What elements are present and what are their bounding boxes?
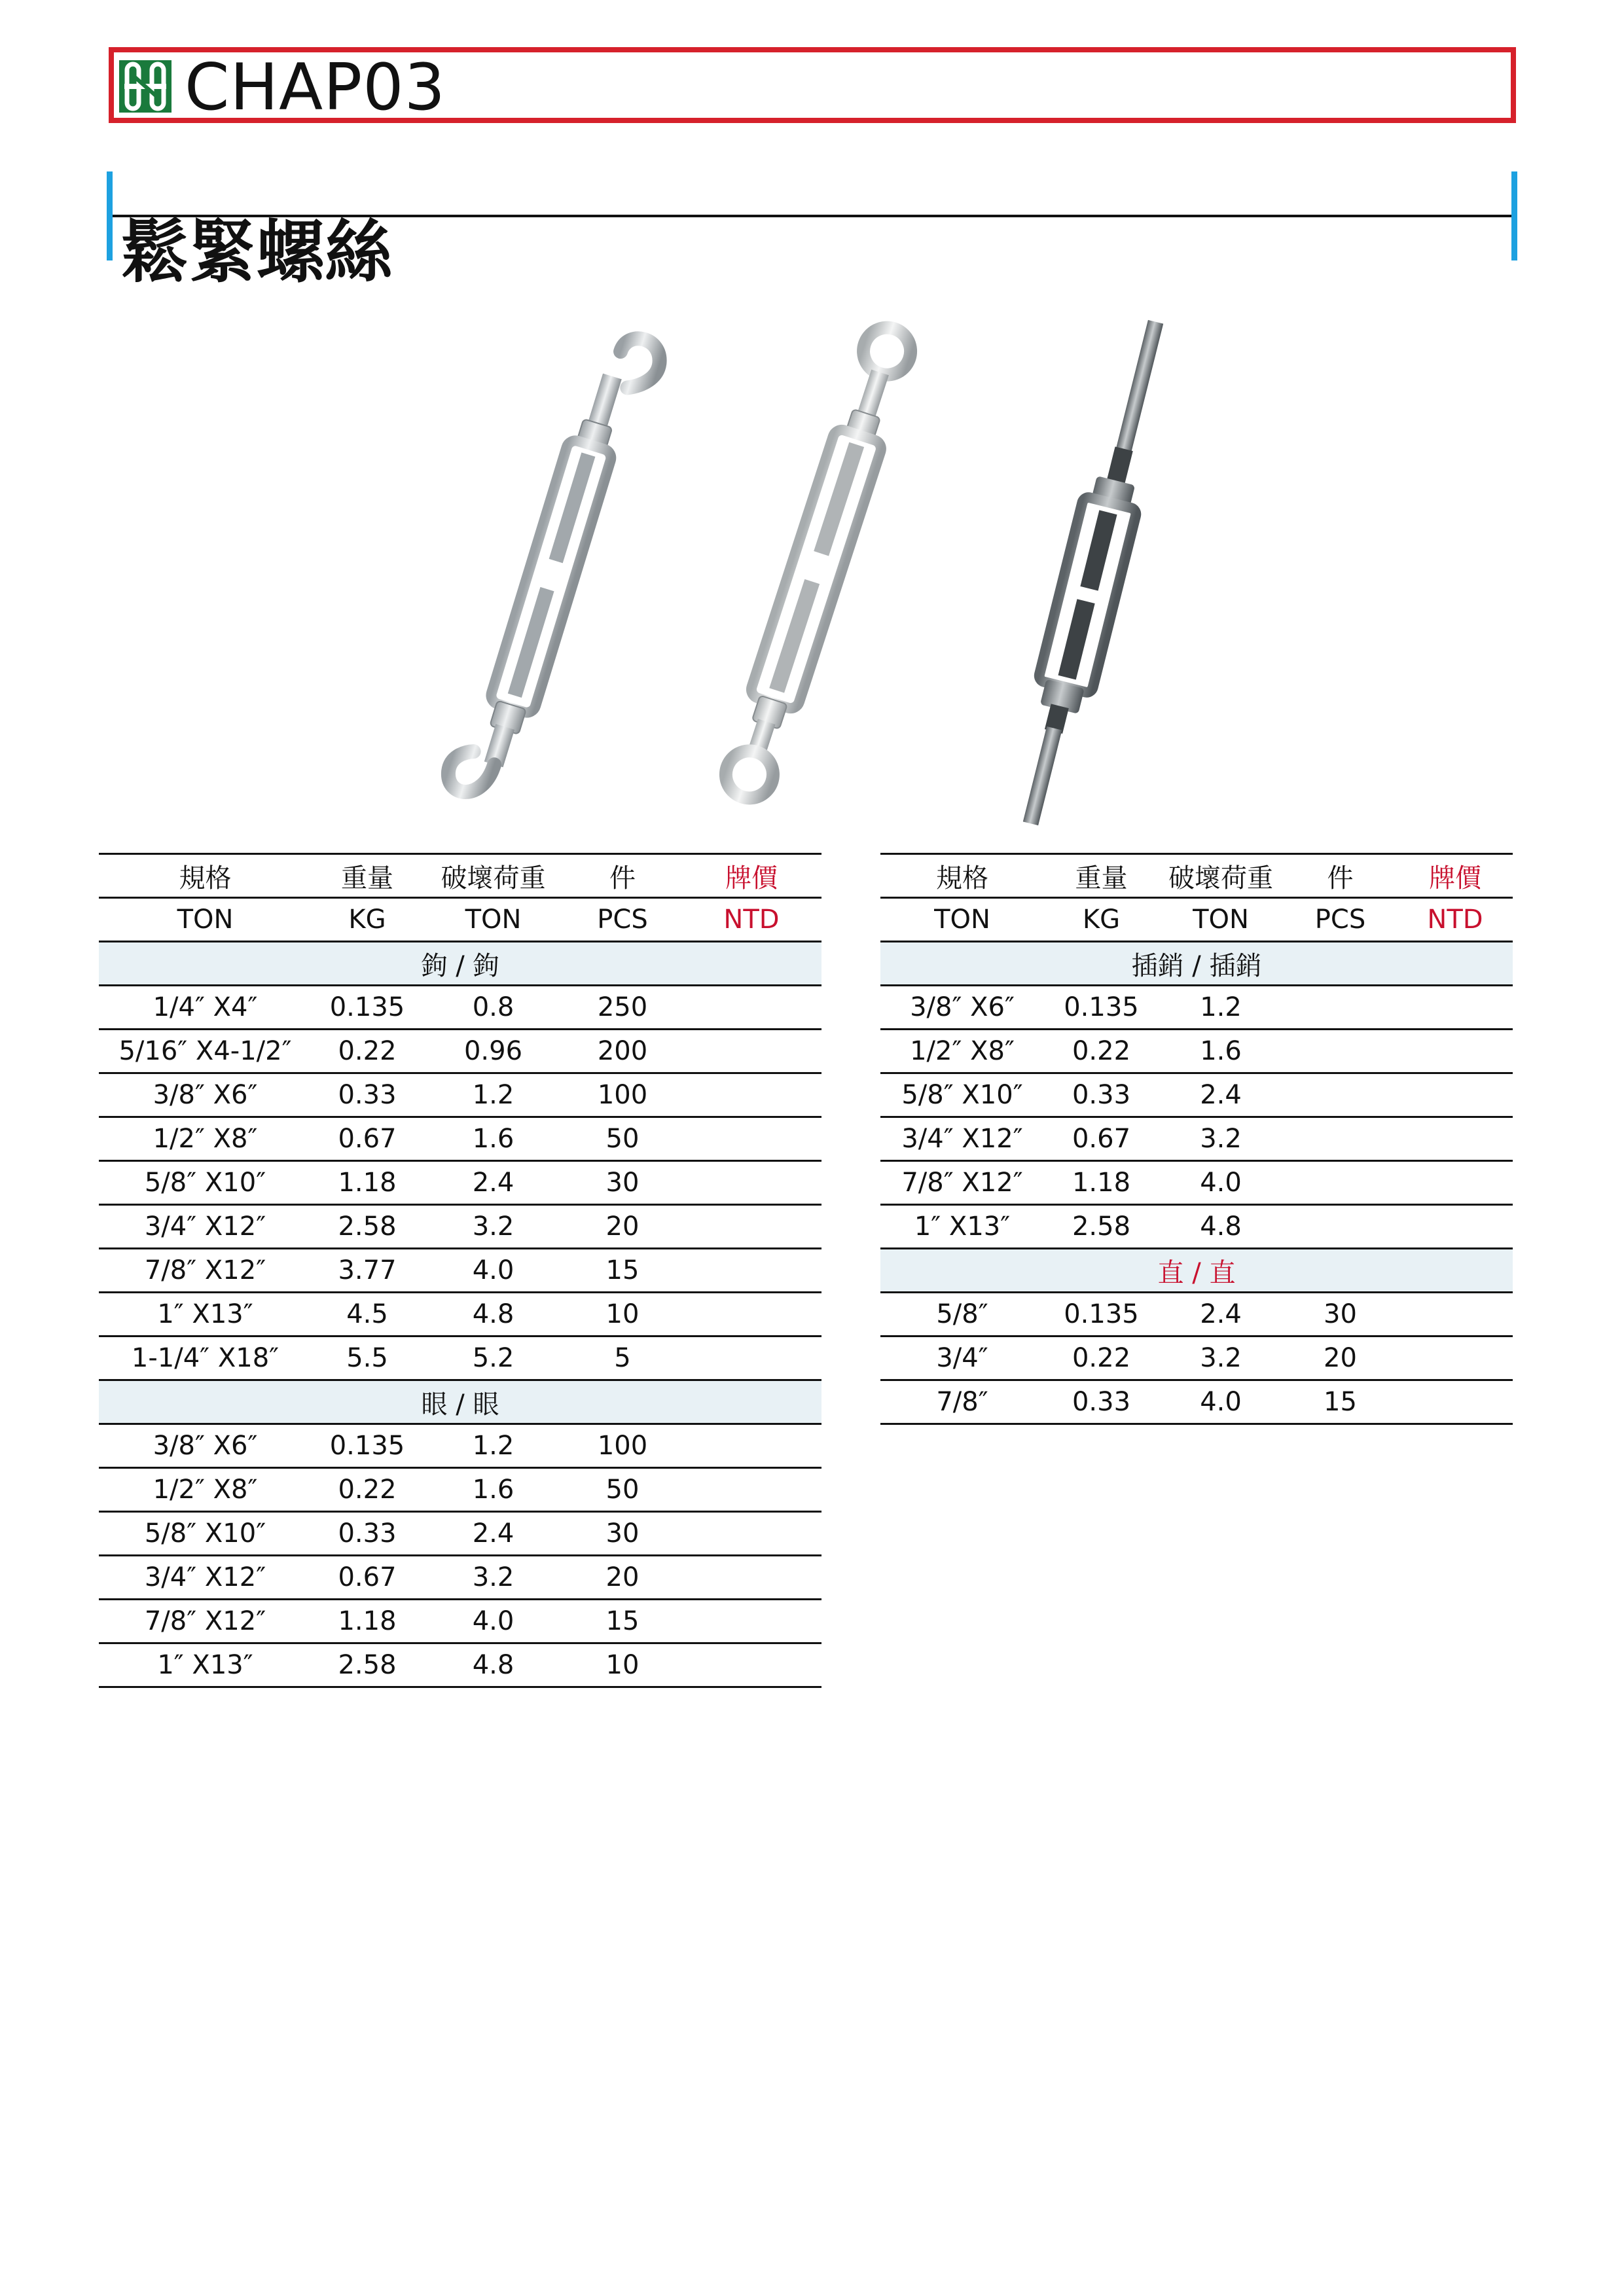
cell-price (681, 1468, 821, 1512)
cell-pcs: 30 (564, 1512, 681, 1556)
cell-load: 2.4 (423, 1161, 564, 1205)
cell-price (681, 1205, 821, 1249)
cell-weight: 0.22 (312, 1468, 423, 1512)
cell-price (681, 1030, 821, 1073)
cell-pcs: 10 (564, 1643, 681, 1687)
cell-price (1398, 1205, 1513, 1249)
table-row (880, 1205, 1513, 1249)
cell-price (681, 1117, 821, 1161)
cell-load: 1.6 (423, 1468, 564, 1512)
column-header-spec: 規格 (99, 854, 312, 898)
cell-weight: 0.22 (1044, 1336, 1159, 1380)
cell-pcs: 20 (564, 1205, 681, 1249)
cell-price (681, 1161, 821, 1205)
cell-weight: 2.58 (312, 1205, 423, 1249)
cell-weight: 1.18 (312, 1600, 423, 1643)
column-header-price: 牌價 (1398, 854, 1513, 898)
cell-pcs (1283, 986, 1398, 1030)
cell-price (1398, 1161, 1513, 1205)
cell-load: 2.4 (423, 1512, 564, 1556)
cell-price (1398, 1293, 1513, 1336)
cell-pcs: 15 (564, 1600, 681, 1643)
cell-pcs (1283, 1205, 1398, 1249)
cell-load: 1.6 (1159, 1030, 1283, 1073)
table-row (99, 986, 821, 1030)
cell-pcs: 15 (1283, 1380, 1398, 1424)
cell-spec: 3/4″ X12″ (99, 1556, 312, 1600)
cell-spec: 7/8″ (880, 1380, 1044, 1424)
cell-weight: 0.67 (1044, 1117, 1159, 1161)
cell-spec: 1/4″ X4″ (99, 986, 312, 1030)
table-row (880, 1336, 1513, 1380)
cell-load: 3.2 (1159, 1117, 1283, 1161)
cell-load: 0.8 (423, 986, 564, 1030)
cell-load: 1.2 (423, 1424, 564, 1468)
column-header-pcs: 件 (564, 854, 681, 898)
cell-weight: 2.58 (312, 1643, 423, 1687)
cell-load: 3.2 (423, 1205, 564, 1249)
cell-price (681, 1556, 821, 1600)
table-row (99, 1161, 821, 1205)
cell-weight: 1.18 (312, 1161, 423, 1205)
table-row (99, 1512, 821, 1556)
cell-load: 3.2 (1159, 1336, 1283, 1380)
cell-load: 4.0 (1159, 1380, 1283, 1424)
cell-spec: 5/8″ X10″ (99, 1512, 312, 1556)
cell-weight: 0.33 (1044, 1073, 1159, 1117)
section-accent-left (107, 171, 113, 260)
cell-price (681, 1512, 821, 1556)
table-row (99, 1600, 821, 1643)
cell-price (1398, 1336, 1513, 1380)
table-row (880, 1073, 1513, 1117)
section-accent-right (1511, 171, 1517, 260)
cell-weight: 4.5 (312, 1293, 423, 1336)
unit-header-spec: TON (99, 898, 312, 942)
table-row (99, 1468, 821, 1512)
table-row (880, 986, 1513, 1030)
cell-weight: 0.33 (1044, 1380, 1159, 1424)
group-label: 眼 / 眼 (99, 1380, 821, 1424)
cell-load: 1.6 (423, 1117, 564, 1161)
cell-pcs: 20 (564, 1556, 681, 1600)
table-row (880, 1161, 1513, 1205)
cell-price (1398, 1380, 1513, 1424)
unit-header-load: TON (1159, 898, 1283, 942)
table-row (99, 1643, 821, 1687)
cell-spec: 5/8″ X10″ (99, 1161, 312, 1205)
cell-weight: 0.33 (312, 1073, 423, 1117)
table-row (99, 1073, 821, 1117)
cell-spec: 5/8″ (880, 1293, 1044, 1336)
cell-pcs: 30 (1283, 1293, 1398, 1336)
spec-table-left (99, 853, 821, 1688)
cell-load: 4.8 (1159, 1205, 1283, 1249)
cell-load: 4.0 (423, 1249, 564, 1293)
cell-load: 2.4 (1159, 1293, 1283, 1336)
turnbuckle-eye-eye-image (681, 308, 956, 818)
unit-header-weight: KG (312, 898, 423, 942)
cell-spec: 1″ X13″ (99, 1293, 312, 1336)
unit-header-load: TON (423, 898, 564, 942)
cell-weight: 0.135 (1044, 1293, 1159, 1336)
unit-header-weight: KG (1044, 898, 1159, 942)
cell-weight: 0.67 (312, 1117, 423, 1161)
table-row (99, 1117, 821, 1161)
cell-pcs: 50 (564, 1117, 681, 1161)
group-row (880, 1249, 1513, 1293)
cell-spec: 1″ X13″ (880, 1205, 1044, 1249)
cell-load: 4.0 (423, 1600, 564, 1643)
cell-spec: 7/8″ X12″ (880, 1161, 1044, 1205)
group-label: 鉤 / 鉤 (99, 942, 821, 986)
section-title: 鬆緊螺絲 (120, 212, 393, 292)
cell-pcs: 50 (564, 1468, 681, 1512)
header-row-unit (880, 898, 1513, 942)
group-row (99, 1380, 821, 1424)
turnbuckle-stub-stub-image (969, 314, 1218, 831)
column-header-weight: 重量 (1044, 854, 1159, 898)
cell-spec: 3/8″ X6″ (880, 986, 1044, 1030)
cell-price (1398, 1073, 1513, 1117)
cell-spec: 1/2″ X8″ (99, 1117, 312, 1161)
cell-spec: 3/8″ X6″ (99, 1073, 312, 1117)
table-row (99, 1556, 821, 1600)
cell-price (681, 986, 821, 1030)
cell-pcs: 15 (564, 1249, 681, 1293)
cell-load: 4.8 (423, 1293, 564, 1336)
table-row (99, 1336, 821, 1380)
cell-price (681, 1643, 821, 1687)
cell-load: 3.2 (423, 1556, 564, 1600)
column-header-spec: 規格 (880, 854, 1044, 898)
cell-weight: 0.135 (312, 986, 423, 1030)
cell-pcs: 200 (564, 1030, 681, 1073)
cell-spec: 7/8″ X12″ (99, 1600, 312, 1643)
chapter-banner (109, 47, 1516, 123)
unit-header-price: NTD (1398, 898, 1513, 942)
cell-weight: 3.77 (312, 1249, 423, 1293)
cell-price (1398, 1030, 1513, 1073)
cell-price (1398, 1117, 1513, 1161)
cell-pcs: 20 (1283, 1336, 1398, 1380)
cell-pcs (1283, 1030, 1398, 1073)
group-label: 直 / 直 (880, 1249, 1513, 1293)
cell-spec: 1/2″ X8″ (880, 1030, 1044, 1073)
cell-weight: 0.22 (312, 1030, 423, 1073)
cell-weight: 5.5 (312, 1336, 423, 1380)
cell-weight: 0.135 (1044, 986, 1159, 1030)
cell-pcs (1283, 1161, 1398, 1205)
cell-spec: 1-1/4″ X18″ (99, 1336, 312, 1380)
unit-header-pcs: PCS (564, 898, 681, 942)
table-row (880, 1030, 1513, 1073)
table-row (99, 1249, 821, 1293)
cell-load: 4.8 (423, 1643, 564, 1687)
header-row-chinese (99, 854, 821, 898)
cell-weight: 1.18 (1044, 1161, 1159, 1205)
cell-pcs: 100 (564, 1424, 681, 1468)
table-row (99, 1030, 821, 1073)
cell-price (681, 1336, 821, 1380)
chapter-title: CHAP03 (185, 50, 446, 125)
cell-load: 1.2 (1159, 986, 1283, 1030)
group-row (99, 942, 821, 986)
unit-header-pcs: PCS (1283, 898, 1398, 942)
cell-price (681, 1600, 821, 1643)
cell-load: 2.4 (1159, 1073, 1283, 1117)
column-header-load: 破壞荷重 (1159, 854, 1283, 898)
cell-pcs: 100 (564, 1073, 681, 1117)
cell-pcs: 30 (564, 1161, 681, 1205)
cell-spec: 5/16″ X4-1/2″ (99, 1030, 312, 1073)
cell-spec: 1″ X13″ (99, 1643, 312, 1687)
cell-price (681, 1073, 821, 1117)
table-row (880, 1380, 1513, 1424)
cell-spec: 3/4″ X12″ (880, 1117, 1044, 1161)
turnbuckle-hook-hook-image (425, 314, 674, 825)
cell-spec: 7/8″ X12″ (99, 1249, 312, 1293)
column-header-weight: 重量 (312, 854, 423, 898)
cell-load: 5.2 (423, 1336, 564, 1380)
table-row (99, 1205, 821, 1249)
cell-spec: 3/4″ X12″ (99, 1205, 312, 1249)
header-row-chinese (880, 854, 1513, 898)
group-label: 插銷 / 插銷 (880, 942, 1513, 986)
group-row (880, 942, 1513, 986)
cell-price (681, 1424, 821, 1468)
cell-pcs: 10 (564, 1293, 681, 1336)
cell-load: 1.2 (423, 1073, 564, 1117)
chain-logo-icon (119, 60, 171, 113)
spec-table-right (880, 853, 1513, 1425)
unit-header-price: NTD (681, 898, 821, 942)
cell-weight: 0.67 (312, 1556, 423, 1600)
column-header-load: 破壞荷重 (423, 854, 564, 898)
cell-pcs (1283, 1073, 1398, 1117)
cell-weight: 0.33 (312, 1512, 423, 1556)
cell-load: 0.96 (423, 1030, 564, 1073)
table-row (99, 1293, 821, 1336)
cell-spec: 3/4″ (880, 1336, 1044, 1380)
column-header-pcs: 件 (1283, 854, 1398, 898)
cell-weight: 0.135 (312, 1424, 423, 1468)
cell-price (1398, 986, 1513, 1030)
unit-header-spec: TON (880, 898, 1044, 942)
cell-spec: 5/8″ X10″ (880, 1073, 1044, 1117)
table-row (99, 1424, 821, 1468)
cell-spec: 3/8″ X6″ (99, 1424, 312, 1468)
cell-load: 4.0 (1159, 1161, 1283, 1205)
cell-price (681, 1293, 821, 1336)
cell-price (681, 1249, 821, 1293)
column-header-price: 牌價 (681, 854, 821, 898)
table-row (880, 1117, 1513, 1161)
table-row (880, 1293, 1513, 1336)
cell-spec: 1/2″ X8″ (99, 1468, 312, 1512)
cell-pcs: 250 (564, 986, 681, 1030)
header-row-unit (99, 898, 821, 942)
cell-weight: 2.58 (1044, 1205, 1159, 1249)
cell-weight: 0.22 (1044, 1030, 1159, 1073)
cell-pcs (1283, 1117, 1398, 1161)
cell-pcs: 5 (564, 1336, 681, 1380)
